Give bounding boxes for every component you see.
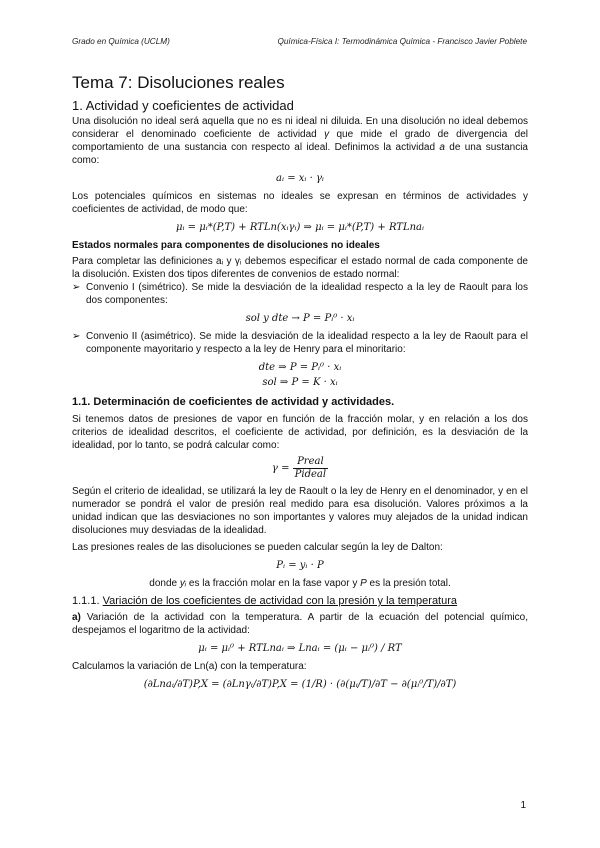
page-title: Tema 7: Disoluciones reales	[72, 73, 285, 92]
header-left: Grado en Química (UCLM)	[72, 37, 170, 46]
fraction-numerator: Preal	[293, 456, 328, 469]
section-1-paragraph-1: Una disolución no ideal será aquella que no es ni ideal ni diluida. En una disolución no ideal debemos considerar el denominado coeficiente de actividad γ que mide el grado de divergencia del comportamiento de una sustancia con respecto al ideal. Definimos la actividad a de una sustancia como:	[72, 116, 528, 166]
equation-gamma: γ = $\frac{\text{Preal}}{\text{Pideal}}$	[271, 456, 327, 480]
bullet-convention-2: ➢ Convenio II (asimétrico). Se mide la desviación de la idealidad respecto a la ley de Raoult para el componente mayoritario y respecto a la ley de Henry para el minoritario:	[72, 331, 528, 355]
equation-temperature-derivative: (∂Lnaᵢ/∂T)P,X = (∂Lnγᵢ/∂T)P,X = (1/R) · (∂(μᵢ/T)/∂T − ∂(μᵢ⁰/T)/∂T)	[143, 679, 457, 690]
page-number: 1	[520, 800, 526, 811]
equation-convention-2-solute: sol ⇒ P = K · xᵢ	[262, 377, 338, 388]
equation-activity: aᵢ = xᵢ · γᵢ	[276, 173, 324, 184]
section-1-paragraph-2: Los potenciales químicos en sistemas no ideales se expresan en términos de actividades y coeficientes de actividad, de modo que:	[72, 191, 528, 215]
subheading-standard-states: Estados normales para componentes de disoluciones no ideales	[72, 240, 380, 251]
equation-chemical-potential: μᵢ = μᵢ*(P,T) + RTLn(xᵢγᵢ) ⇒ μᵢ = μᵢ*(P,T) + RTLnaᵢ	[175, 222, 425, 233]
equation-convention-1: sol y dte → P = Pᵢ⁰ · xᵢ	[245, 313, 355, 324]
section-1-1-1-paragraph-1: a) Variación de la actividad con la temperatura. A partir de la ecuación del potencial químico, despejamos el logaritmo de la actividad:	[72, 612, 528, 636]
bullet-convention-1: ➢ Convenio I (simétrico). Se mide la desviación de la idealidad respecto a la ley de Raoult para los dos componentes:	[72, 282, 528, 306]
equation-ln-activity: μᵢ = μᵢ⁰ + RTLnaᵢ ⇒ Lnaᵢ = (μᵢ − μᵢ⁰) / RT	[198, 643, 402, 654]
fraction-denominator: Pideal	[294, 469, 327, 480]
arrow-bullet-icon: ➢	[72, 331, 81, 342]
equation-dalton: Pᵢ = yᵢ · P	[276, 560, 324, 571]
section-1-1-heading: 1.1. Determinación de coeficientes de actividad y actividades.	[72, 396, 395, 408]
section-1-heading: 1. Actividad y coeficientes de actividad	[72, 98, 294, 113]
header-right: Química-Física I: Termodinámica Química - Francisco Javier Poblete	[277, 37, 527, 46]
gamma-fraction	[293, 456, 328, 481]
equation-convention-2-solvent: dte ⇒ P = Pᵢ⁰ · xᵢ	[258, 362, 342, 373]
section-1-1-paragraph-1: Si tenemos datos de presiones de vapor en función de la fracción molar, y en relación a los dos criterios de idealidad descritos, el coeficiente de actividad, por definición, es la desviación de la idealidad, por lo tanto, se podrá calcular como:	[72, 414, 528, 451]
section-1-1-1-heading: 1.1.1. Variación de los coeficientes de actividad con la presión y la temperatura	[72, 595, 458, 607]
page-content	[72, 72, 528, 696]
section-1-1-paragraph-4: donde yᵢ es la fracción molar en la fase vapor y P es la presión total.	[149, 578, 451, 589]
section-1-1-1-paragraph-2: Calculamos la variación de Ln(a) con la temperatura:	[72, 661, 307, 672]
section-1-1-paragraph-2: Según el criterio de idealidad, se utilizará la ley de Raoult o la ley de Henry en el denominador, y en el numerador se pondrá el valor de presión real medido para esa disolución. Valores próximos a la unidad indican que las desviaciones no son importantes y valores muy alejados de la unidad indican disoluciones muy desviadas de la idealidad.	[72, 486, 528, 536]
section-1-1-paragraph-3: Las presiones reales de las disoluciones se pueden calcular según la ley de Dalton:	[72, 542, 443, 553]
arrow-bullet-icon: ➢	[72, 282, 81, 293]
section-1-paragraph-3: Para completar las definiciones aᵢ y γᵢ debemos especificar el estado normal de cada componente de la disolución. Existen dos tipos diferentes de convenios de estado normal:	[72, 256, 528, 280]
